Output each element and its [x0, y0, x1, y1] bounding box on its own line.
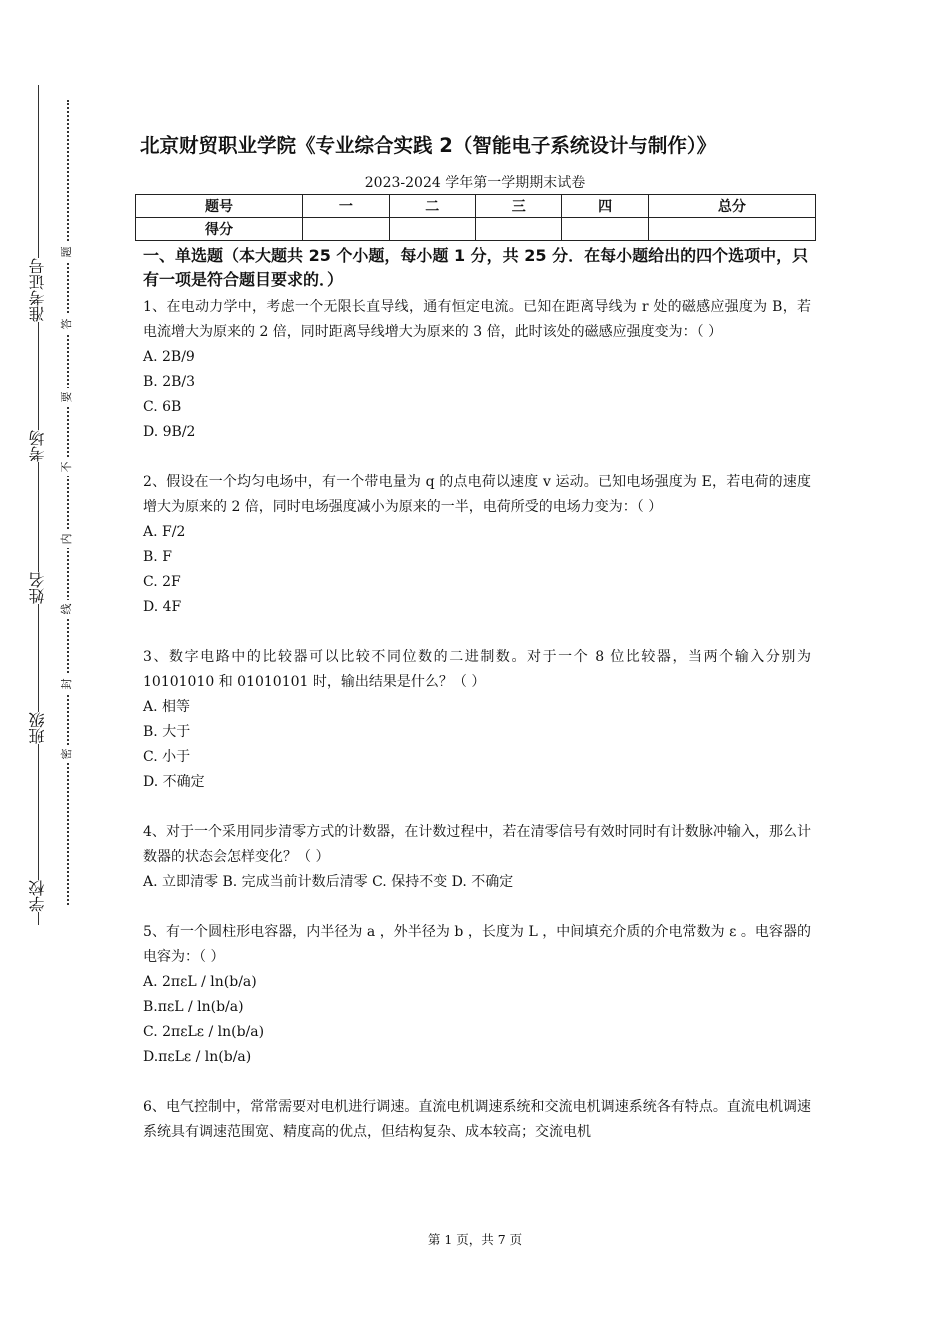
- margin-field-school: 学校: [20, 880, 56, 912]
- question-6: [143, 1095, 811, 1145]
- question-option: C. 小于: [143, 749, 191, 765]
- score-cell: [389, 218, 475, 241]
- question-option: A. 2B/9: [143, 349, 195, 365]
- seal-char: 要: [58, 388, 76, 406]
- score-cell: [648, 218, 815, 241]
- question-1: [143, 295, 811, 445]
- question-option: C. 2πεLε / ln(b/a): [143, 1024, 265, 1040]
- question-stem: 3、数字电路中的比较器可以比较不同位数的二进制数。对于一个 8 位比较器，当两个输入分别为 10101010 和 01010101 时，输出结果是什么？（ ）: [143, 649, 811, 690]
- seal-char: 答: [58, 315, 76, 333]
- question-4: [143, 820, 811, 895]
- seal-char: 密: [58, 745, 76, 763]
- binding-line: [38, 85, 39, 925]
- question-option: B. 2B/3: [143, 374, 196, 390]
- margin-field-class: 班级: [20, 712, 56, 744]
- margin-field-exam-room: 考场: [20, 430, 56, 462]
- score-table-score-row: [136, 218, 816, 241]
- seal-char: 题: [58, 243, 76, 261]
- question-2: [143, 470, 811, 620]
- question-option: A. 立即清零 B. 完成当前计数后清零 C. 保持不变 D. 不确定: [143, 874, 514, 890]
- score-cell: [303, 218, 389, 241]
- score-table-header-row: [136, 195, 816, 218]
- question-stem: 6、电气控制中，常常需要对电机进行调速。直流电机调速系统和交流电机调速系统各有特点。直流电机调速系统具有调速范围宽、精度高的优点，但结构复杂、成本较高；交流电机: [143, 1099, 811, 1140]
- question-list: [143, 295, 811, 1145]
- margin-field-exam-number: 准考证号: [20, 258, 56, 322]
- question-stem: 1、在电动力学中，考虑一个无限长直导线，通有恒定电流。已知在距离导线为 r 处的磁感应强度为 B，若电流增大为原来的 2 倍，同时距离导线增大为原来的 3 倍，此时该处的磁感应强度变为：（ ）: [143, 299, 811, 340]
- exam-title: 北京财贸职业学院《专业综合实践 2（智能电子系统设计与制作）》: [140, 134, 717, 157]
- question-option: D. 4F: [143, 599, 182, 615]
- score-cell: 二: [389, 195, 475, 218]
- question-option: C. 2F: [143, 574, 181, 590]
- seal-char: 线: [58, 600, 76, 618]
- question-3: [143, 645, 811, 795]
- question-stem: 5、有一个圆柱形电容器，内半径为 a ，外半径为 b ，长度为 L ，中间填充介质的介电常数为 ε 。电容器的电容为：（ ）: [143, 924, 811, 965]
- seal-char: 不: [58, 458, 76, 476]
- score-cell: 总分: [648, 195, 815, 218]
- score-cell: 题号: [136, 195, 303, 218]
- question-5: [143, 920, 811, 1070]
- seal-char: 内: [58, 530, 76, 548]
- question-option: B.πεL / ln(b/a): [143, 999, 244, 1015]
- seal-dotted-line: [67, 100, 69, 905]
- question-option: A. 相等: [143, 699, 191, 715]
- question-option: D. 9B/2: [143, 424, 196, 440]
- seal-char: 封: [58, 675, 76, 693]
- question-option: B. 大于: [143, 724, 191, 740]
- exam-subtitle: 2023-2024 学年第一学期期末试卷: [364, 175, 586, 191]
- question-option: D.πεLε / ln(b/a): [143, 1049, 252, 1065]
- question-stem: 2、假设在一个均匀电场中，有一个带电量为 q 的点电荷以速度 v 运动。已知电场强度为 E，若电荷的速度增大为原来的 2 倍，同时电场强度减小为原来的一半，电荷所受的电场力变为：（ ）: [143, 474, 811, 515]
- question-option: D. 不确定: [143, 774, 205, 790]
- score-cell: [562, 218, 648, 241]
- question-option: A. 2πεL / ln(b/a): [143, 974, 257, 990]
- question-option: B. F: [143, 549, 172, 565]
- question-option: C. 6B: [143, 399, 182, 415]
- score-table: [135, 194, 816, 241]
- score-cell: 四: [562, 195, 648, 218]
- score-cell: 三: [475, 195, 561, 218]
- question-option: A. F/2: [143, 524, 186, 540]
- score-cell: [475, 218, 561, 241]
- score-cell: 一: [303, 195, 389, 218]
- score-cell: 得分: [136, 218, 303, 241]
- page-number: 第 1 页，共 7 页: [427, 1232, 523, 1247]
- margin-field-name: 姓名: [20, 572, 56, 604]
- section-heading: 一、单选题（本大题共 25 个小题，每小题 1 分，共 25 分．在每小题给出的四个选项中，只有一项是符合题目要求的．）: [143, 246, 809, 289]
- question-stem: 4、对于一个采用同步清零方式的计数器，在计数过程中，若在清零信号有效时同时有计数脉冲输入，那么计数器的状态会怎样变化？（ ）: [143, 824, 811, 865]
